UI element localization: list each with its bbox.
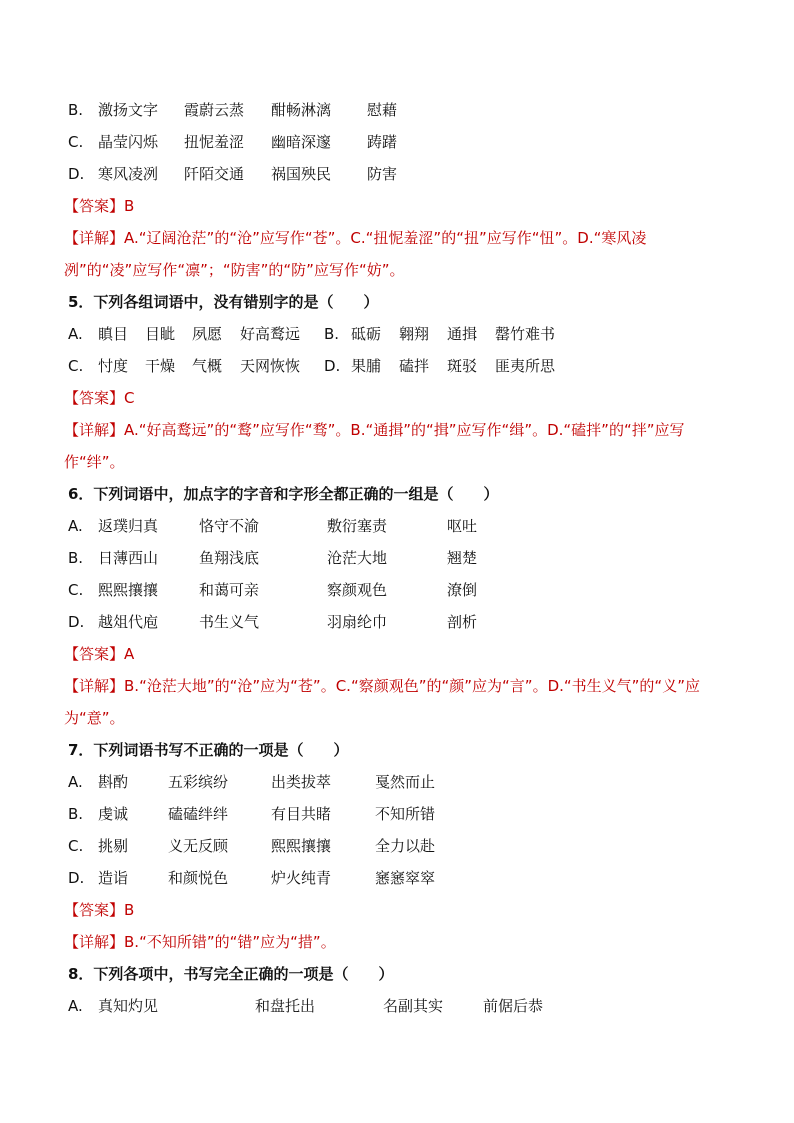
answer-value: B bbox=[124, 901, 135, 919]
option-word: 扭怩羞涩 bbox=[184, 133, 245, 151]
answer-value: C bbox=[124, 389, 135, 407]
option-word: 阡陌交通 bbox=[184, 165, 245, 183]
option-letter: A. bbox=[68, 997, 83, 1015]
option-word: 磕磕绊绊 bbox=[168, 805, 229, 823]
detail-label: 【详解】 bbox=[64, 933, 125, 951]
option-letter: A. bbox=[68, 517, 83, 535]
option-word: 晶莹闪烁 bbox=[98, 133, 159, 151]
option-word: 酣畅淋漓 bbox=[271, 101, 332, 119]
option-word: 祸国殃民 bbox=[271, 165, 332, 183]
q7-detail bbox=[64, 926, 724, 958]
option-letter: A. bbox=[68, 325, 83, 343]
option-word: 忖度 bbox=[98, 357, 129, 375]
q5-answer bbox=[64, 387, 135, 409]
option-word: 慰藉 bbox=[367, 101, 398, 119]
answer-label: 【答案】 bbox=[64, 901, 125, 919]
option-word: 激扬文字 bbox=[98, 101, 159, 119]
q5-detail bbox=[64, 414, 724, 478]
option-word: 和颜悦色 bbox=[168, 869, 229, 887]
option-word: 罄竹难书 bbox=[495, 325, 556, 343]
answer-label: 【答案】 bbox=[64, 389, 125, 407]
option-word: 恪守不渝 bbox=[199, 517, 260, 535]
answer-label: 【答案】 bbox=[64, 645, 125, 663]
option-word: 夙愿 bbox=[192, 325, 223, 343]
option-letter: B. bbox=[68, 549, 84, 567]
q5-title: 5．下列各组词语中，没有错别字的是（ ） bbox=[68, 293, 379, 311]
detail-text: B.“不知所错”的“错”应为“措”。 bbox=[124, 933, 336, 951]
option-word: 剖析 bbox=[447, 613, 478, 631]
detail-text: B.“沧茫大地”的“沧”应为“苍”。C.“察颜观色”的“颜”应为“言”。D.“书生义气”的“义”应为“意”。 bbox=[64, 677, 700, 727]
option-word: 天网恢恢 bbox=[240, 357, 301, 375]
option-word: 翱翔 bbox=[399, 325, 430, 343]
q6-answer bbox=[64, 643, 134, 665]
option-letter: C. bbox=[68, 357, 84, 375]
option-word: 潦倒 bbox=[447, 581, 478, 599]
option-word: 日薄西山 bbox=[98, 549, 159, 567]
option-letter: B. bbox=[324, 325, 340, 343]
option-word: 造诣 bbox=[98, 869, 129, 887]
option-word: 虔诚 bbox=[98, 805, 129, 823]
option-letter: D. bbox=[324, 357, 341, 375]
option-word: 寒风凌冽 bbox=[98, 165, 159, 183]
option-word: 熙熙攘攘 bbox=[98, 581, 159, 599]
detail-text: A.“辽阔沧茫”的“沧”应写作“苍”。C.“扭怩羞涩”的“扭”应写作“忸”。D.“寒风凌冽”的“凌”应写作“凛”；“防害”的“防”应写作“妨”。 bbox=[64, 229, 647, 279]
option-word: 窸窸窣窣 bbox=[375, 869, 436, 887]
option-word: 果脯 bbox=[351, 357, 382, 375]
option-letter: B. bbox=[68, 101, 84, 119]
option-word: 不知所错 bbox=[375, 805, 436, 823]
answer-label: 【答案】 bbox=[64, 197, 125, 215]
detail-text: A.“好高鹜远”的“鹜”应写作“骛”。B.“通揖”的“揖”应写作“缉”。D.“磕拌”的“拌”应写作“绊”。 bbox=[64, 421, 685, 471]
option-word: 出类拔萃 bbox=[271, 773, 332, 791]
option-word: 前倨后恭 bbox=[483, 997, 544, 1015]
answer-value: A bbox=[124, 645, 135, 663]
q7-title: 7．下列词语书写不正确的一项是（ ） bbox=[68, 741, 349, 759]
option-word: 察颜观色 bbox=[327, 581, 388, 599]
option-word: 气概 bbox=[192, 357, 223, 375]
option-word: 斑驳 bbox=[447, 357, 478, 375]
option-letter: C. bbox=[68, 837, 84, 855]
option-word: 磕拌 bbox=[399, 357, 430, 375]
option-word: 和蔼可亲 bbox=[199, 581, 260, 599]
option-word: 砥砺 bbox=[351, 325, 382, 343]
option-word: 匪夷所思 bbox=[495, 357, 556, 375]
option-word: 沧茫大地 bbox=[327, 549, 388, 567]
q6-detail bbox=[64, 670, 724, 734]
option-word: 目眦 bbox=[145, 325, 176, 343]
option-word: 真知灼见 bbox=[98, 997, 159, 1015]
option-word: 好高鹜远 bbox=[240, 325, 301, 343]
option-word: 霞蔚云蒸 bbox=[184, 101, 245, 119]
detail-label: 【详解】 bbox=[64, 421, 125, 439]
detail-label: 【详解】 bbox=[64, 677, 125, 695]
q4-detail bbox=[64, 222, 724, 286]
option-word: 越俎代庖 bbox=[98, 613, 159, 631]
option-word: 幽暗深邃 bbox=[271, 133, 332, 151]
option-letter: C. bbox=[68, 133, 84, 151]
option-word: 名副其实 bbox=[383, 997, 444, 1015]
option-letter: A. bbox=[68, 773, 83, 791]
q6-title: 6．下列词语中，加点字的字音和字形全都正确的一组是（ ） bbox=[68, 485, 499, 503]
option-word: 书生义气 bbox=[199, 613, 260, 631]
option-word: 有目共睹 bbox=[271, 805, 332, 823]
option-word: 敷衍塞责 bbox=[327, 517, 388, 535]
option-word: 五彩缤纷 bbox=[168, 773, 229, 791]
option-word: 呕吐 bbox=[447, 517, 478, 535]
q8-title: 8．下列各项中，书写完全正确的一项是（ ） bbox=[68, 965, 394, 983]
option-word: 义无反顾 bbox=[168, 837, 229, 855]
q4-answer bbox=[64, 195, 134, 217]
option-word: 通揖 bbox=[447, 325, 478, 343]
option-word: 戛然而止 bbox=[375, 773, 436, 791]
q7-answer bbox=[64, 899, 134, 921]
option-word: 鱼翔浅底 bbox=[199, 549, 260, 567]
option-letter: D. bbox=[68, 165, 85, 183]
option-word: 翘楚 bbox=[447, 549, 478, 567]
option-word: 防害 bbox=[367, 165, 398, 183]
option-word: 和盘托出 bbox=[255, 997, 316, 1015]
detail-label: 【详解】 bbox=[64, 229, 125, 247]
option-word: 踌躇 bbox=[367, 133, 398, 151]
option-letter: B. bbox=[68, 805, 84, 823]
option-letter: D. bbox=[68, 869, 85, 887]
option-word: 羽扇纶巾 bbox=[327, 613, 388, 631]
option-letter: C. bbox=[68, 581, 84, 599]
option-word: 瞋目 bbox=[98, 325, 129, 343]
option-letter: D. bbox=[68, 613, 85, 631]
option-word: 熙熙攘攘 bbox=[271, 837, 332, 855]
option-word: 斟酌 bbox=[98, 773, 129, 791]
answer-value: B bbox=[124, 197, 135, 215]
option-word: 干燥 bbox=[145, 357, 176, 375]
option-word: 炉火纯青 bbox=[271, 869, 332, 887]
option-word: 返璞归真 bbox=[98, 517, 159, 535]
option-word: 全力以赴 bbox=[375, 837, 436, 855]
option-word: 挑剔 bbox=[98, 837, 129, 855]
